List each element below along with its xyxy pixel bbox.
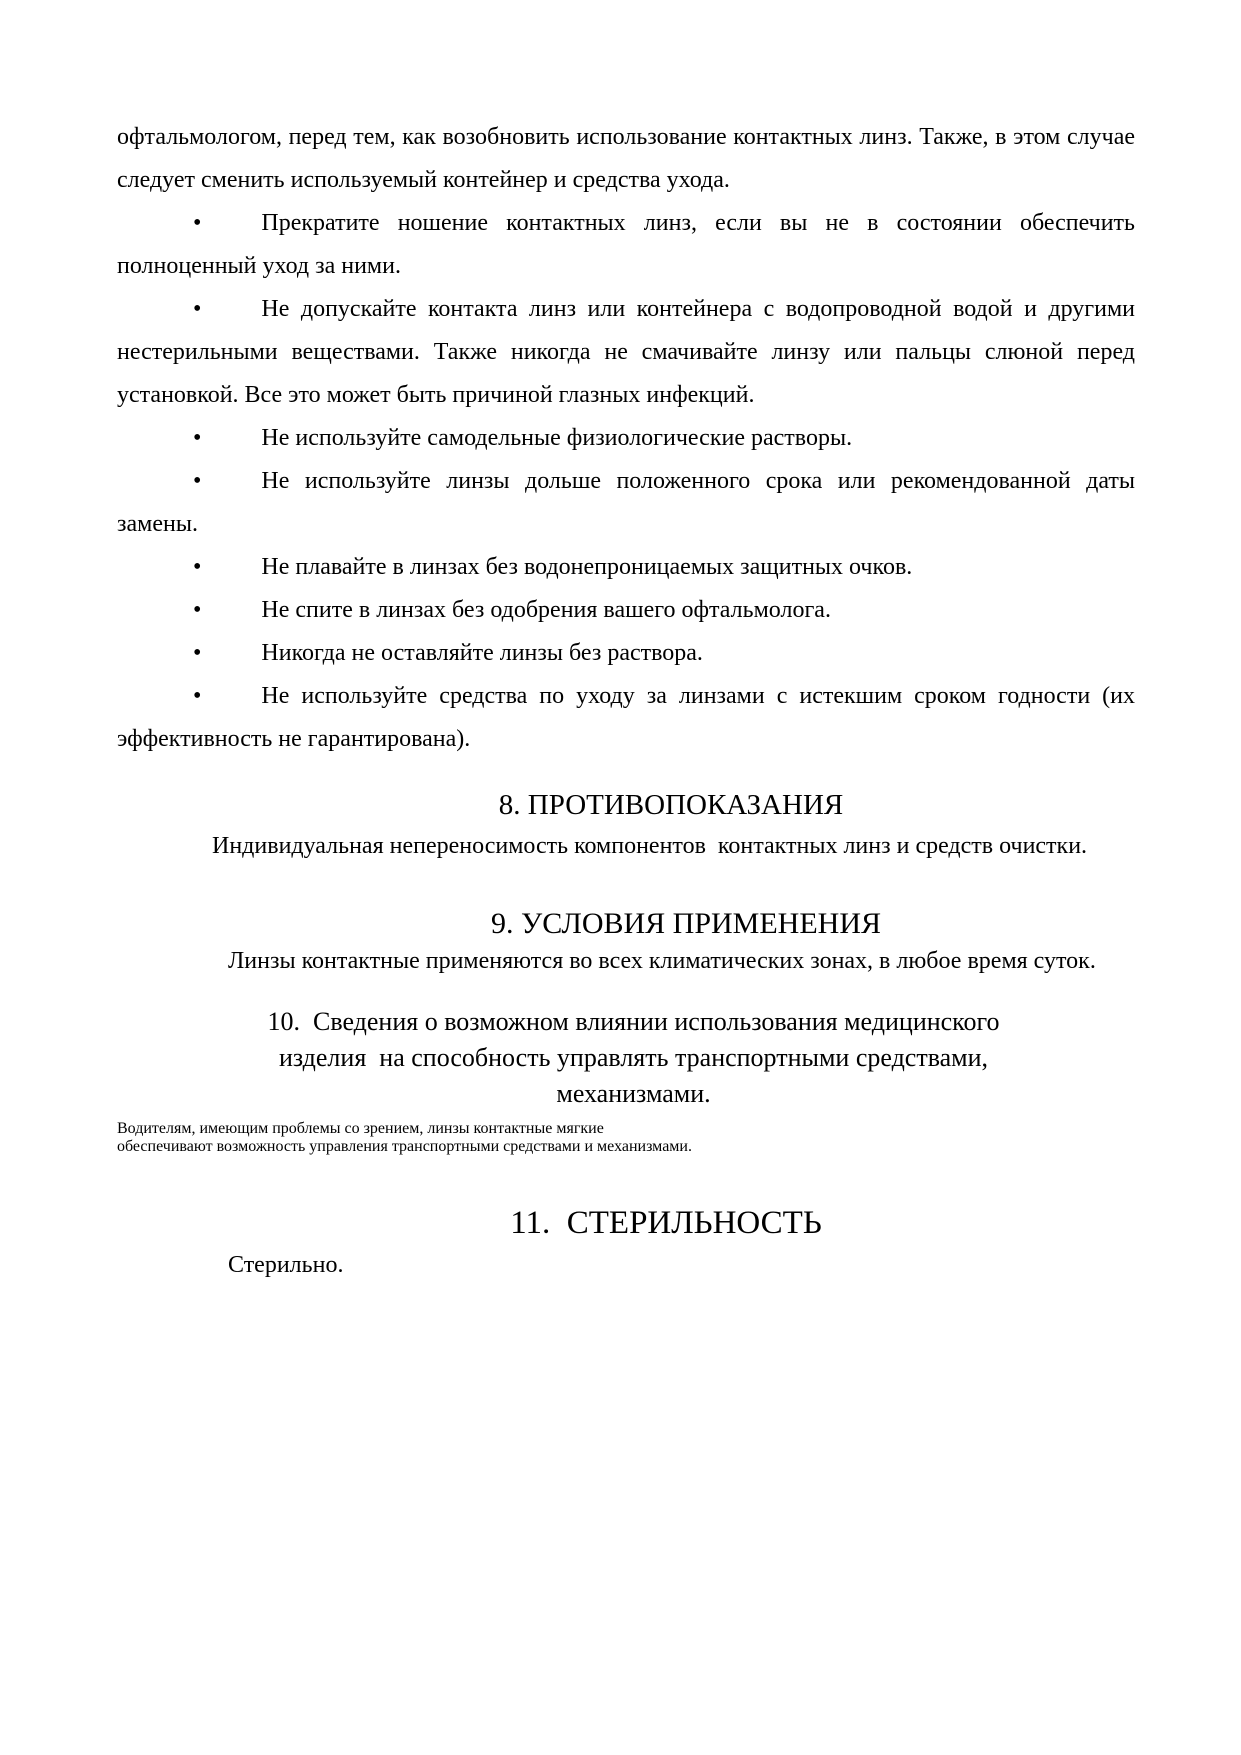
bullet-icon: • — [193, 425, 202, 451]
section-11-heading: 11. СТЕРИЛЬНОСТЬ — [510, 1205, 822, 1241]
bullet-icon: • — [193, 296, 202, 322]
section-8-heading: 8. ПРОТИВОПОКАЗАНИЯ — [498, 789, 844, 821]
section-10-body-line: Водителям, имеющим проблемы со зрением, линзы контактные мягкие — [117, 1120, 604, 1137]
section-11-body: Стерильно. — [228, 1252, 344, 1278]
bullet-text: Прекратите ношение контактных линз, если вы не в состоянии обеспечить полноценный уход за ними. — [117, 210, 1135, 279]
bullet-icon: • — [193, 683, 202, 709]
bullet-item — [117, 632, 1135, 675]
section-10-heading — [117, 1004, 1135, 1112]
bullet-text: Не спите в линзах без одобрения вашего офтальмолога. — [261, 597, 831, 623]
bullet-item — [117, 288, 1135, 417]
section-10-heading-line: изделия на способность управлять транспортными средствами, — [278, 1043, 989, 1072]
bullet-icon: • — [193, 468, 202, 494]
bullet-item — [117, 589, 1135, 632]
section-8-body: Индивидуальная непереносимость компонентов контактных линз и средств очистки. — [212, 833, 1088, 859]
bullet-item — [117, 460, 1135, 546]
bullet-text: Не плавайте в линзах без водонепроницаемых защитных очков. — [261, 554, 913, 580]
bullet-text: Не допускайте контакта линз или контейнера с водопроводной водой и другими нестерильными веществами. Также никогда не смачивайте линзу или пальцы слюной перед установкой. Все это может быть причиной глазных инфекций. — [117, 296, 1135, 408]
bullet-icon: • — [193, 554, 202, 580]
section-10-heading-line: механизмами. — [556, 1079, 711, 1108]
bullet-icon: • — [193, 597, 202, 623]
section-9-body: Линзы контактные применяются во всех климатических зонах, в любое время суток. — [228, 948, 1096, 974]
bullet-text: Никогда не оставляйте линзы без раствора. — [261, 640, 703, 666]
bullet-text: Не используйте самодельные физиологические растворы. — [261, 425, 853, 451]
bullet-item — [117, 546, 1135, 589]
section-10-heading-line: 10. Сведения о возможном влиянии использования медицинского — [267, 1007, 1000, 1036]
paragraph-intro: офтальмологом, перед тем, как возобновить использование контактных линз. Также, в этом случае следует сменить используемый контейнер и средства ухода. — [117, 124, 1135, 193]
bullet-item — [117, 417, 1135, 460]
section-9-heading: 9. УСЛОВИЯ ПРИМЕНЕНИЯ — [490, 907, 882, 940]
bullet-item — [117, 675, 1135, 761]
section-10-body-line: обеспечивают возможность управления транспортными средствами и механизмами. — [117, 1138, 692, 1155]
bullet-item — [117, 202, 1135, 288]
bullet-icon: • — [193, 210, 202, 236]
bullet-text: Не используйте средства по уходу за линзами с истекшим сроком годности (их эффективность не гарантирована). — [117, 683, 1135, 752]
bullet-text: Не используйте линзы дольше положенного срока или рекомендованной даты замены. — [117, 468, 1135, 537]
bullet-icon: • — [193, 640, 202, 666]
